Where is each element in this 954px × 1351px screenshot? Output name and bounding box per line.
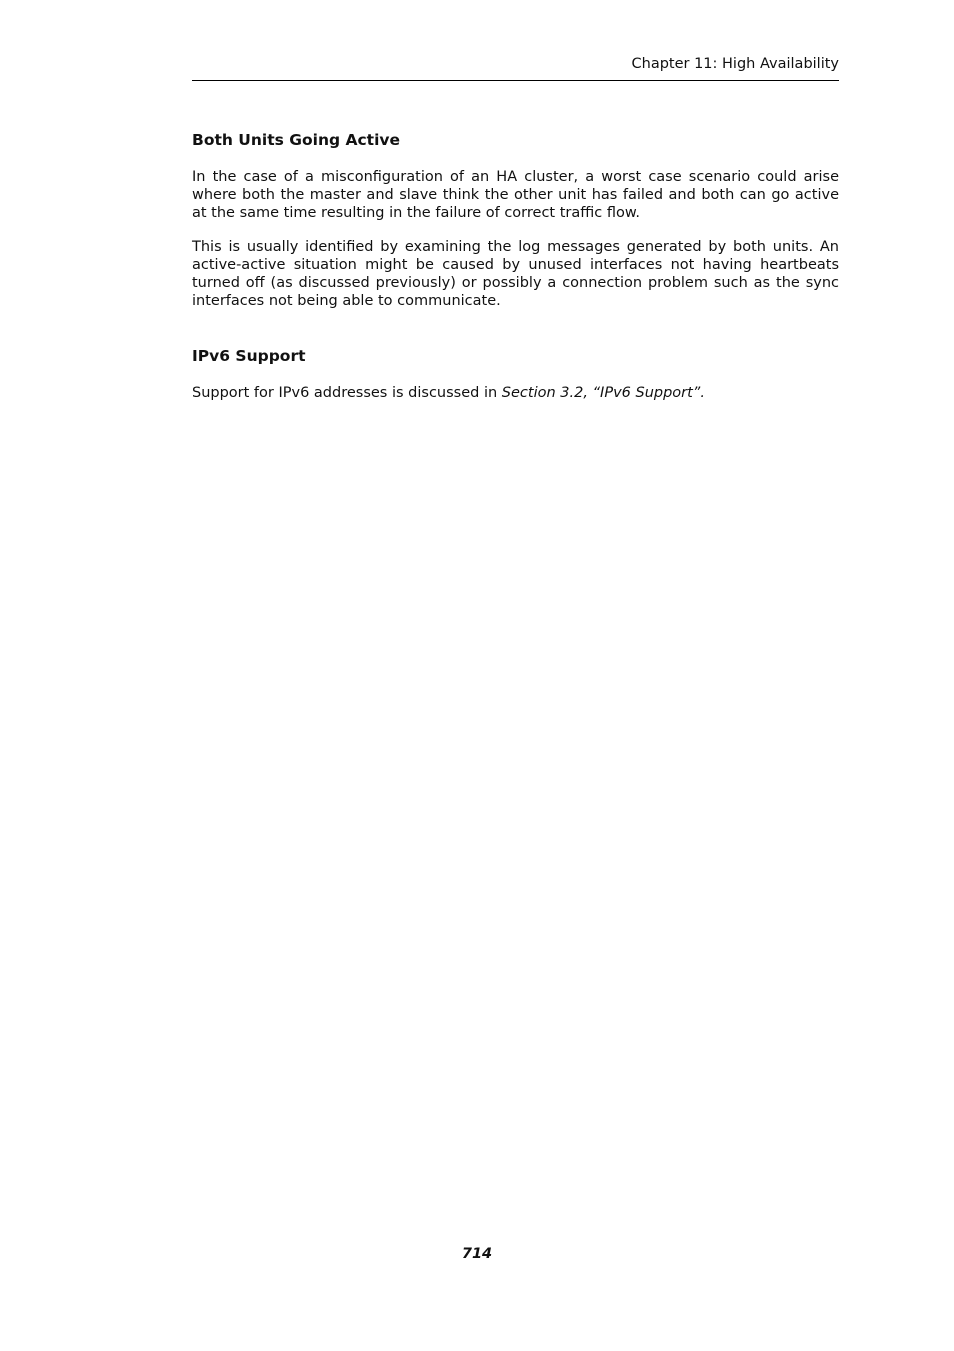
paragraph: In the case of a misconfiguration of an HA cluster, a worst case scenario could arise where both the master and slave think the other unit has failed and both can go active at the same time resulting in the failure of correct traffic flow. <box>192 169 839 221</box>
cross-reference-link[interactable]: Section 3.2, “IPv6 Support”. <box>501 385 705 401</box>
page-content <box>192 128 839 418</box>
running-header <box>192 54 839 81</box>
chapter-title: Chapter 11: High Availability <box>631 56 839 72</box>
section-ipv6-support <box>192 344 839 402</box>
section-heading: Both Units Going Active <box>192 131 401 149</box>
paragraph-text: Support for IPv6 addresses is discussed in <box>192 385 502 401</box>
section-both-units-going-active <box>192 128 839 310</box>
paragraph <box>192 384 839 402</box>
paragraph: This is usually identified by examining the log messages generated by both units. An active-active situation might be caused by unused interfaces not having heartbeats turned off (as discussed previously) or possibly a connection problem such as the sync interfaces not being able to communicate. <box>192 239 839 309</box>
section-heading: IPv6 Support <box>192 347 306 365</box>
page-number: 714 <box>461 1246 493 1262</box>
